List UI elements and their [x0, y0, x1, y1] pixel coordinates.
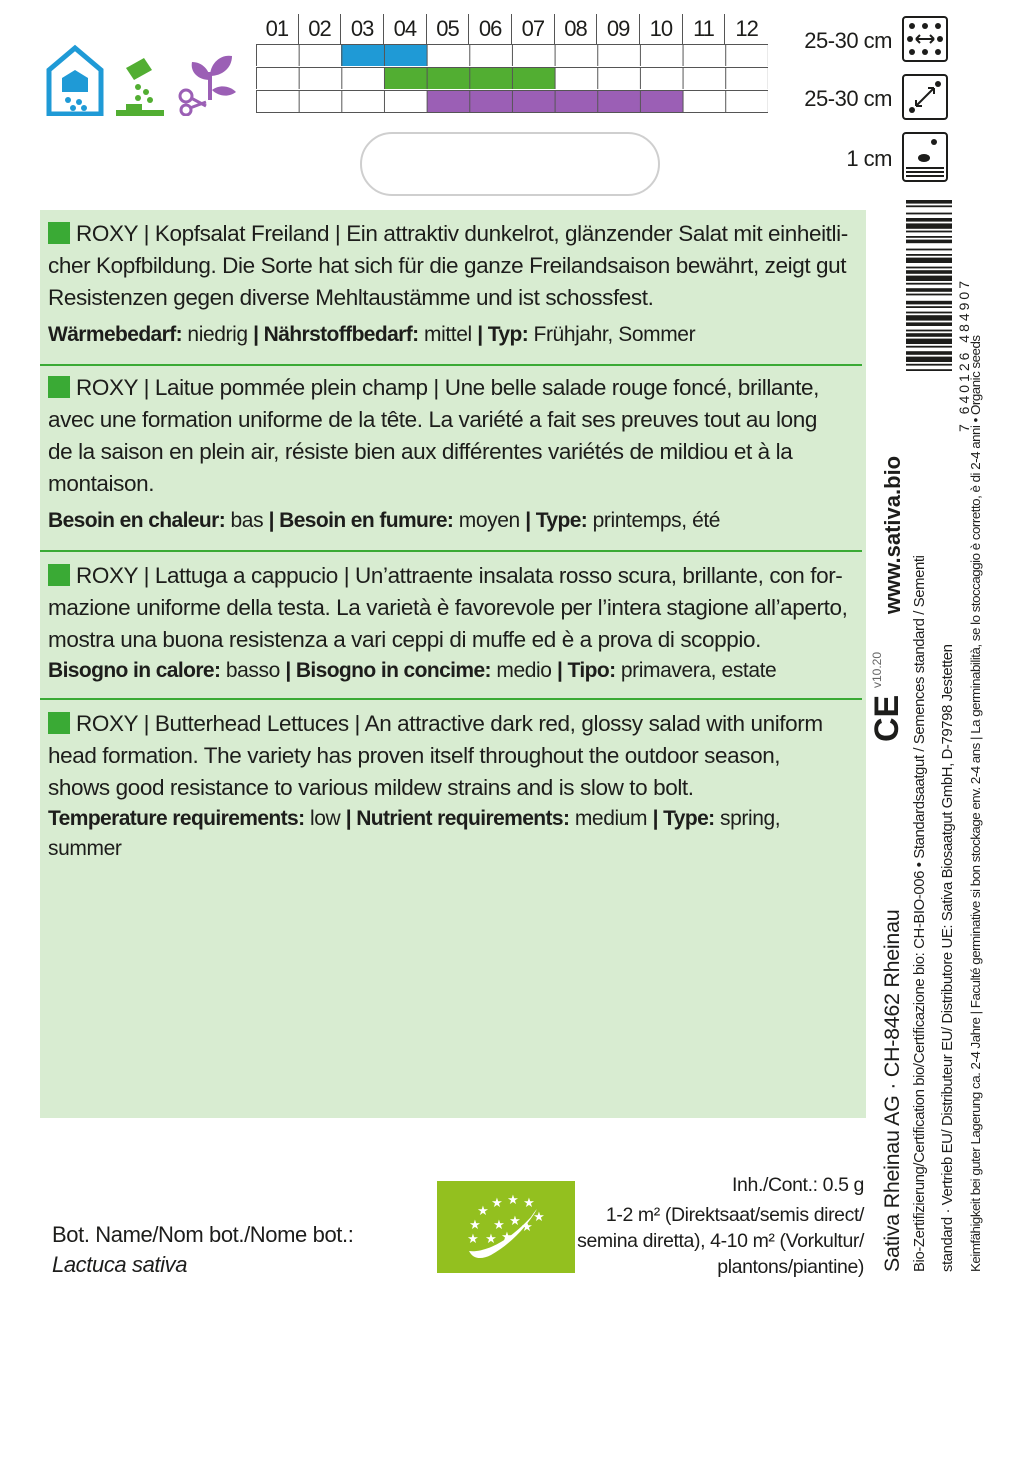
certification-text: Bio-Zertifizierung/Certification bio/Certificazione bio: CH-BIO-006 • Standardsaatgut / Semences standard / Sementi	[912, 555, 928, 1272]
section-text: ROXY | Lattuga a cappucio | Un’attraente insalata rosso scura, brillante, con for-	[76, 563, 843, 588]
svg-text:★: ★	[491, 1196, 503, 1211]
section-text: cher Kopfbildung. Die Sorte hat sich für die ganze Freilandsaison bewährt, zeigt gut	[48, 253, 847, 278]
section-divider	[40, 698, 862, 700]
svg-text:★: ★	[485, 1232, 497, 1247]
section-text: mazione uniforme della testa. La varietà è favorevole per l’intera stagione all’aperto,	[48, 595, 848, 620]
contents-line: plantons/piantine)	[717, 1256, 864, 1278]
section-german	[48, 218, 860, 350]
website: www.sativa.bio	[880, 455, 905, 614]
month-label: 08	[555, 14, 598, 44]
section-text: shows good resistance to various mildew strains and is slow to bolt.	[48, 775, 694, 800]
green-square-icon	[48, 222, 70, 244]
sowing-depth-icon	[902, 132, 948, 182]
section-french	[48, 372, 860, 536]
month-label: 05	[427, 14, 470, 44]
eu-organic-leaf-logo	[437, 1181, 575, 1273]
month-label: 04	[384, 14, 427, 44]
section-text: Resistenzen gegen diverse Mehltaustämme und ist schossfest.	[48, 285, 654, 310]
green-square-icon	[48, 564, 70, 586]
hang-hole	[360, 132, 660, 196]
month-label: 01	[256, 14, 299, 44]
section-text: mostra una buona resistenza a vari ceppi di muffe ed è a prova di scoppio.	[48, 627, 761, 652]
botanical-name	[52, 1220, 353, 1280]
section-text: de la saison en plein air, résiste bien aux différentes variétés de mildiou et à la	[48, 439, 793, 464]
row-spacing-icon	[902, 16, 948, 62]
contents-info	[577, 1172, 864, 1280]
svg-text:★: ★	[469, 1218, 481, 1233]
svg-text:★: ★	[467, 1232, 479, 1247]
svg-text:★: ★	[477, 1204, 489, 1219]
sowing-calendar	[256, 44, 768, 113]
month-label: 09	[597, 14, 640, 44]
barcode	[906, 198, 958, 424]
company-address: Sativa Rheinau AG · CH-8462 Rheinau	[880, 909, 904, 1272]
calendar-month-header	[256, 14, 768, 44]
plant-spacing-value: 25-30 cm	[804, 86, 892, 111]
svg-text:★: ★	[493, 1218, 505, 1233]
botanical-name-value: Lactuca sativa	[52, 1252, 188, 1277]
svg-text:★: ★	[509, 1214, 521, 1229]
svg-text:★: ★	[533, 1210, 545, 1225]
calendar-row-harvest	[256, 90, 768, 112]
month-label: 11	[683, 14, 726, 44]
section-text: ROXY | Butterhead Lettuces | An attractive dark red, glossy salad with uniform	[76, 711, 823, 736]
calendar-row-sow-direct	[256, 67, 768, 89]
green-square-icon	[48, 712, 70, 734]
month-label: 03	[341, 14, 384, 44]
harvest-scissors-icon	[176, 46, 240, 116]
month-label: 06	[469, 14, 512, 44]
svg-text:★: ★	[521, 1220, 533, 1235]
section-text: avec une formation uniforme de la tête. La variété a fait ses preuves tout au long	[48, 407, 817, 432]
germination-text: Keimfähigkeit bei guter Lagerung ca. 2-4 Jahre | Faculté germinative si bon stockage env. 2-4 ans | La germinabilità, se lo stoccaggio è corretto, è di 2-4 anni • Organic seeds	[968, 335, 983, 1272]
contents-line: 1-2 m² (Direktsaat/semis direct/	[605, 1204, 864, 1226]
greenhouse-sowing-icon	[46, 44, 104, 116]
description-panel	[40, 210, 866, 1118]
sowing-depth-value: 1 cm	[846, 146, 892, 171]
section-divider	[40, 550, 862, 552]
section-properties: Besoin en chaleur: bas | Besoin en fumure: moyen | Type: printemps, été	[48, 509, 721, 532]
contents-line: Inh./Cont.: 0.5 g	[732, 1174, 864, 1196]
section-divider	[40, 364, 862, 366]
green-square-icon	[48, 376, 70, 398]
direct-sowing-icon	[116, 54, 164, 116]
section-english	[48, 708, 860, 864]
svg-text:★: ★	[501, 1230, 513, 1245]
section-text: montaison.	[48, 471, 155, 496]
section-text: head formation. The variety has proven itself throughout the outdoor season,	[48, 743, 781, 768]
section-text: ROXY | Laitue pommée plein champ | Une belle salade rouge foncé, brillante,	[76, 375, 819, 400]
section-text: ROXY | Kopfsalat Freiland | Ein attraktiv dunkelrot, glänzender Salat mit einheitli-	[76, 221, 848, 246]
ce-mark: CE	[868, 694, 906, 742]
plant-spacing-icon	[902, 74, 948, 120]
month-label: 10	[640, 14, 683, 44]
barcode-number: 7 640126 484907	[956, 278, 972, 432]
section-properties: Bisogno in calore: basso | Bisogno in concime: medio | Tipo: primavera, estate	[48, 659, 777, 682]
botanical-name-label: Bot. Name/Nom bot./Nome bot.:	[52, 1222, 354, 1247]
distribution-text: standard · Vertrieb EU/ Distributeur EU/ Distributore UE: Sativa Biosaatgut GmbH, D-79798 Jestetten	[940, 644, 956, 1272]
section-properties: Wärmebedarf: niedrig | Nährstoffbedarf: mittel | Typ: Frühjahr, Sommer	[48, 323, 696, 346]
version-label: v10.20	[870, 651, 884, 688]
svg-text:★: ★	[523, 1196, 535, 1211]
row-spacing-value: 25-30 cm	[804, 28, 892, 53]
section-text: summer	[48, 837, 122, 860]
contents-line: semina diretta), 4-10 m² (Vorkultur/	[577, 1230, 864, 1252]
month-label: 02	[299, 14, 342, 44]
calendar-row-sow-indoors	[256, 44, 768, 66]
month-label: 12	[735, 16, 758, 41]
section-properties: Temperature requirements: low | Nutrient requirements: medium | Type: spring,	[48, 807, 781, 830]
section-italian	[48, 560, 860, 686]
month-label: 07	[512, 14, 555, 44]
svg-text:★: ★	[507, 1193, 519, 1208]
